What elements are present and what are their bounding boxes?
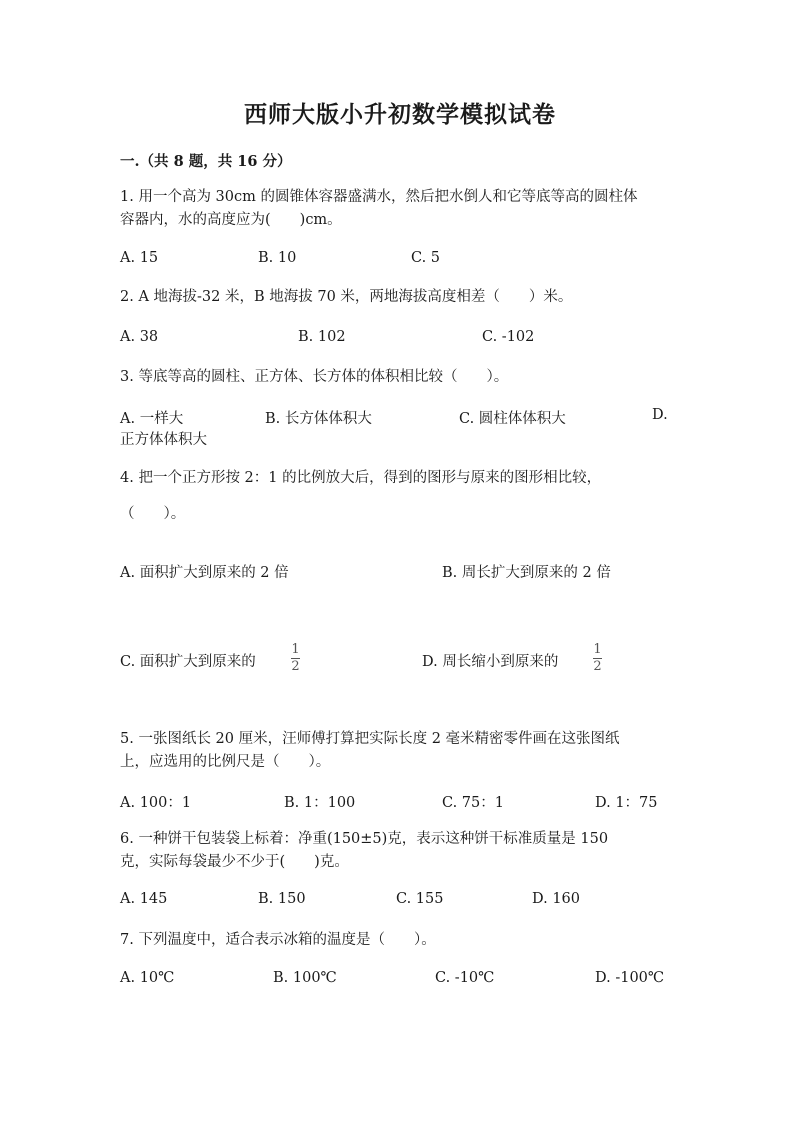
question-6-line-1: 6. 一种饼干包装袋上标着：净重(150±5)克，表示这种饼干标准质量是 150 xyxy=(120,831,609,847)
question-6-option-a: A. 145 xyxy=(120,891,168,907)
question-4-line-1: 4. 把一个正方形按 2：1 的比例放大后，得到的图形与原来的图形相比较， xyxy=(120,470,602,486)
fraction-denominator: 2 xyxy=(291,659,300,674)
question-2-option-a: A. 38 xyxy=(120,329,159,345)
question-7-option-b: B. 100℃ xyxy=(273,970,337,986)
question-2-option-c: C. -102 xyxy=(482,329,535,345)
question-4-option-d: D. 周长缩小到原来的 xyxy=(422,654,559,670)
question-5-option-d: D. 1：75 xyxy=(595,795,658,811)
question-3-option-a: A. 一样大 xyxy=(120,411,184,427)
question-5-line-2: 上，应选用的比例尺是（ ）。 xyxy=(120,754,331,770)
question-3-line-1: 3. 等底等高的圆柱、正方体、长方体的体积相比较（ ）。 xyxy=(120,369,509,385)
question-4-option-a: A. 面积扩大到原来的 2 倍 xyxy=(120,565,289,581)
question-3-option-d-text: 正方体体积大 xyxy=(120,432,207,448)
question-6-option-d: D. 160 xyxy=(532,891,581,907)
page-title: 西师大版小升初数学模拟试卷 xyxy=(244,101,556,128)
question-4-option-b: B. 周长扩大到原来的 2 倍 xyxy=(442,565,611,581)
question-2-line-1: 2. A 地海拔-32 米，B 地海拔 70 米，两地海拔高度相差（ ）米。 xyxy=(120,289,573,305)
question-5-option-c: C. 75：1 xyxy=(442,795,504,811)
question-2-option-b: B. 102 xyxy=(298,329,346,345)
question-1-option-c: C. 5 xyxy=(411,250,441,266)
question-7-line-1: 7. 下列温度中，适合表示冰箱的温度是（ ）。 xyxy=(120,932,436,948)
question-3-option-c: C. 圆柱体体积大 xyxy=(459,411,566,427)
question-1-option-b: B. 10 xyxy=(258,250,297,266)
fraction-numerator: 1 xyxy=(593,642,602,657)
question-4-option-c: C. 面积扩大到原来的 xyxy=(120,654,256,670)
question-7-option-d: D. -100℃ xyxy=(595,970,665,986)
question-7-option-c: C. -10℃ xyxy=(435,970,495,986)
question-4-line-2: （ ）。 xyxy=(120,506,186,522)
question-7-option-a: A. 10℃ xyxy=(120,970,175,986)
question-3-option-b: B. 长方体体积大 xyxy=(265,411,372,427)
question-1-option-a: A. 15 xyxy=(120,250,159,266)
question-5-line-1: 5. 一张图纸长 20 厘米，汪师傅打算把实际长度 2 毫米精密零件画在这张图纸 xyxy=(120,731,620,747)
question-3-option-d-label: D. xyxy=(652,407,668,423)
question-5-option-a: A. 100：1 xyxy=(120,795,192,811)
question-6-option-b: B. 150 xyxy=(258,891,306,907)
question-4-option-c-fraction xyxy=(291,643,300,674)
section-heading: 一.（共 8 题，共 16 分） xyxy=(120,153,292,170)
question-6-line-2: 克，实际每袋最少不少于( )克。 xyxy=(120,854,349,870)
question-5-option-b: B. 1：100 xyxy=(284,795,356,811)
fraction-numerator: 1 xyxy=(291,642,300,657)
question-6-option-c: C. 155 xyxy=(396,891,444,907)
question-1-line-1: 1. 用一个高为 30cm 的圆锥体容器盛满水，然后把水倒人和它等底等高的圆柱体 xyxy=(120,189,638,205)
question-1-line-2: 容器内，水的高度应为( )cm。 xyxy=(120,212,342,228)
fraction-denominator: 2 xyxy=(593,659,602,674)
question-4-option-d-fraction xyxy=(593,643,602,674)
